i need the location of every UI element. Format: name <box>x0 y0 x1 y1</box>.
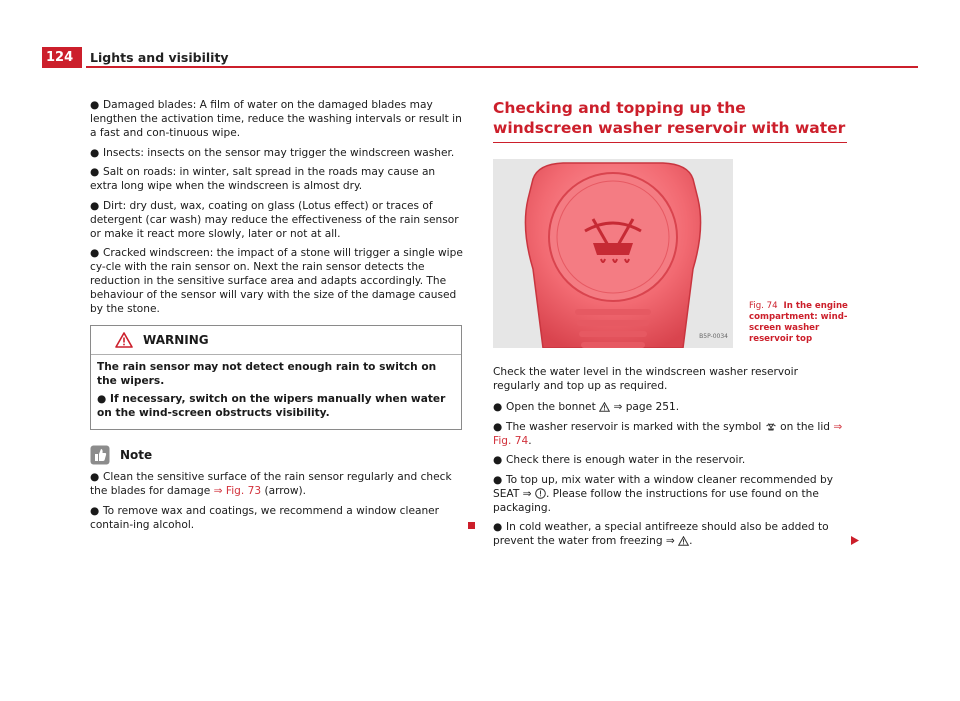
note-body <box>90 470 464 532</box>
list-item: ● The washer reservoir is marked with the symbol on the lid ⇒ Fig. 74. <box>493 420 843 447</box>
list-item: ● Check there is enough water in the reservoir. <box>493 454 746 466</box>
warning-triangle-icon <box>599 402 610 412</box>
figure-caption: Fig. 74 In the engine compartment: wind-screen washer reservoir top <box>749 301 848 344</box>
note-icon <box>90 445 110 465</box>
warning-title: WARNING <box>143 333 209 347</box>
list-item: ● To top up, mix water with a window cleaner recommended by SEAT ⇒ . Please follow the instructions for use found on the packaging. <box>493 473 834 514</box>
figure-block <box>493 159 847 365</box>
left-column <box>90 98 464 537</box>
page-header-title: Lights and visibility <box>90 50 229 65</box>
warning-header <box>91 326 461 355</box>
warning-body <box>91 355 461 429</box>
warning-box <box>90 325 462 430</box>
intro-paragraph: Check the water level in the windscreen washer reservoir regularly and top up as required. <box>493 366 798 392</box>
warning-triangle-icon <box>678 536 689 546</box>
caution-circle-icon <box>535 488 546 499</box>
list-item: ● Open the bonnet ⇒ page 251. <box>493 401 680 413</box>
washer-reservoir-cap-illustration <box>493 159 733 348</box>
warning-line: ● If necessary, switch on the wipers manually when water on the wind-screen obstructs visibility. <box>97 393 446 419</box>
list-item: ● Salt on roads: in winter, salt spread in the roads may cause an extra long wipe when the windscreen is almost dry. <box>90 166 436 192</box>
figure-code: B5P-0034 <box>699 333 728 340</box>
washer-symbol-icon <box>765 422 777 432</box>
list-item: ● Clean the sensitive surface of the rain sensor regularly and check the blades for damage ⇒ Fig. 73 (arrow). <box>90 471 452 497</box>
figure-link[interactable]: ⇒ Fig. 74 <box>493 420 843 447</box>
list-item: ● Dirt: dry dust, wax, coating on glass (Lotus effect) or traces of detergent (car wash) may reduce the effectiveness of the rain sensor or make it react more slowly, later or not at all. <box>90 199 459 240</box>
section-title: Checking and topping up the windscreen washer reservoir with water <box>493 98 847 143</box>
section-end-marker <box>468 522 475 529</box>
right-column <box>493 98 847 554</box>
list-item: ● To remove wax and coatings, we recommend a window cleaner contain-ing alcohol. <box>90 504 464 532</box>
list-item: ● Damaged blades: A film of water on the damaged blades may lengthen the activation time, reduce the washing intervals or result in a fast and con-tinuous wipe. <box>90 99 462 139</box>
note-header <box>90 444 464 466</box>
warning-line: The rain sensor may not detect enough rain to switch on the wipers. <box>97 361 437 387</box>
list-item: ● Insects: insects on the sensor may trigger the windscreen washer. <box>90 146 455 159</box>
list-item: ● Cracked windscreen: the impact of a stone will trigger a single wipe cy-cle with the rain sensor on. Next the rain sensor detects the reduction in the sensitive surface area and adapts accordingly. The behaviour of the sensor will vary with the size of the damage caused by the stone. <box>90 247 463 315</box>
note-title: Note <box>120 448 153 462</box>
continue-arrow-icon <box>851 536 859 545</box>
warning-triangle-icon <box>115 332 133 348</box>
figure-image <box>493 159 733 348</box>
page-number: 124 <box>42 47 82 68</box>
header-rule <box>86 66 918 68</box>
list-item: ● In cold weather, a special antifreeze should also be added to prevent the water from freezing ⇒ . <box>493 520 847 548</box>
figure-link[interactable]: ⇒ Fig. 73 <box>213 485 262 497</box>
